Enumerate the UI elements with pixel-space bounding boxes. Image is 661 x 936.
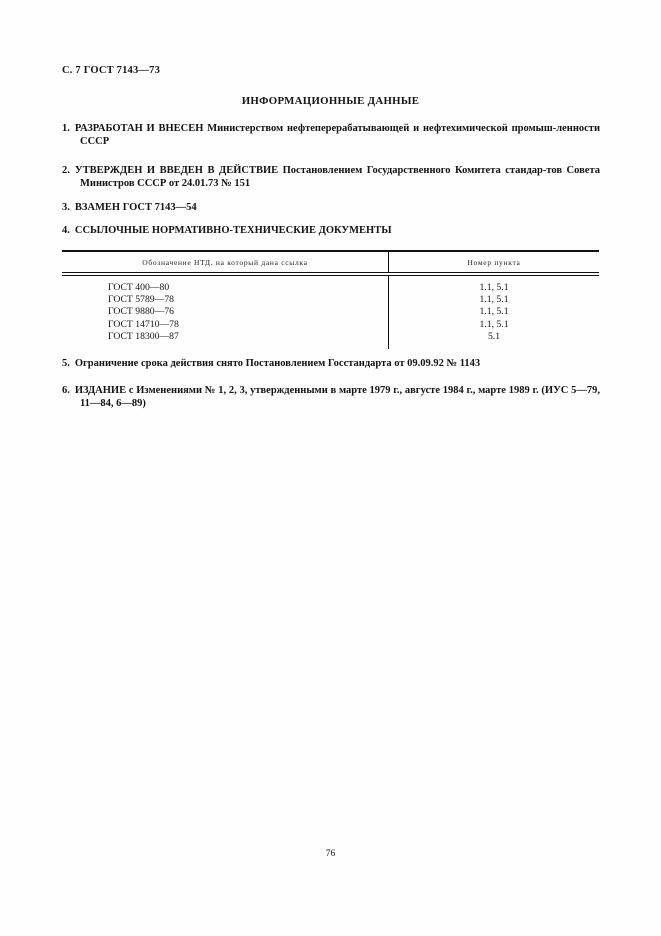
- table-header-row: [62, 252, 599, 276]
- table-cell-ref: ГОСТ 14710—78: [108, 318, 179, 330]
- item-text: ССЫЛОЧНЫЕ НОРМАТИВНО-ТЕХНИЧЕСКИЕ ДОКУМЕНТЫ: [74, 225, 392, 236]
- table-cell-ref: ГОСТ 400—80: [108, 282, 170, 293]
- item-text: Ограничение срока действия снято Постановлением Госстандарта от 09.09.92 № 1143: [74, 358, 481, 369]
- item-text: РАЗРАБОТАН И ВНЕСЕН Министерством нефтеперерабатывающей и нефтехимической промыш-ленности СССР: [74, 123, 600, 147]
- table-cell-punkt: 1.1, 5.1: [479, 282, 509, 293]
- list-item-3: [62, 201, 600, 214]
- table-cell-punkt: 1.1, 5.1: [479, 294, 509, 306]
- table-cell-ref: ГОСТ 5789—78: [108, 294, 175, 306]
- item-number: 3.: [62, 202, 70, 213]
- item-number: 2.: [62, 165, 70, 176]
- list-item-1: [62, 122, 600, 148]
- table-body: [62, 276, 599, 349]
- page-title: ИНФОРМАЦИОННЫЕ ДАННЫЕ: [241, 95, 420, 107]
- table-column-ntd: [62, 276, 389, 349]
- table-cell-punkt: 1.1, 5.1: [479, 318, 509, 330]
- item-text: УТВЕРЖДЕН И ВВЕДЕН В ДЕЙСТВИЕ Постановлением Государственного Комитета стандар-тов Совета Министров СССР от 24.01.73 № 151: [74, 165, 600, 189]
- page-number: 76: [325, 849, 336, 859]
- table-header-ntd: Обозначение НТД, на который дана ссылка: [62, 252, 389, 272]
- table-cell-ref: ГОСТ 9880—76: [108, 306, 175, 318]
- list-item-2: [62, 164, 600, 190]
- list-item-4: [62, 224, 600, 237]
- page-header: С. 7 ГОСТ 7143—73: [62, 65, 161, 76]
- item-text: ВЗАМЕН ГОСТ 7143—54: [74, 202, 197, 213]
- list-item-5: [62, 357, 600, 370]
- item-text: ИЗДАНИЕ с Изменениями № 1, 2, 3, утвержденными в марте 1979 г., августе 1984 г., марте 1989 г. (ИУС 5—79, 11—84, 6—89): [74, 385, 600, 409]
- item-number: 6.: [62, 385, 70, 396]
- table-cell-punkt: 1.1, 5.1: [479, 306, 509, 318]
- references-table: [62, 250, 599, 349]
- list-item-6: [62, 384, 600, 410]
- item-number: 1.: [62, 123, 70, 134]
- item-number: 5.: [62, 358, 70, 369]
- table-cell-punkt: 5.1: [487, 330, 501, 342]
- table-column-punkt: [389, 276, 599, 349]
- table-header-punkt: Номер пункта: [467, 258, 521, 267]
- table-cell-ref: ГОСТ 18300—87: [108, 330, 179, 342]
- item-number: 4.: [62, 225, 70, 236]
